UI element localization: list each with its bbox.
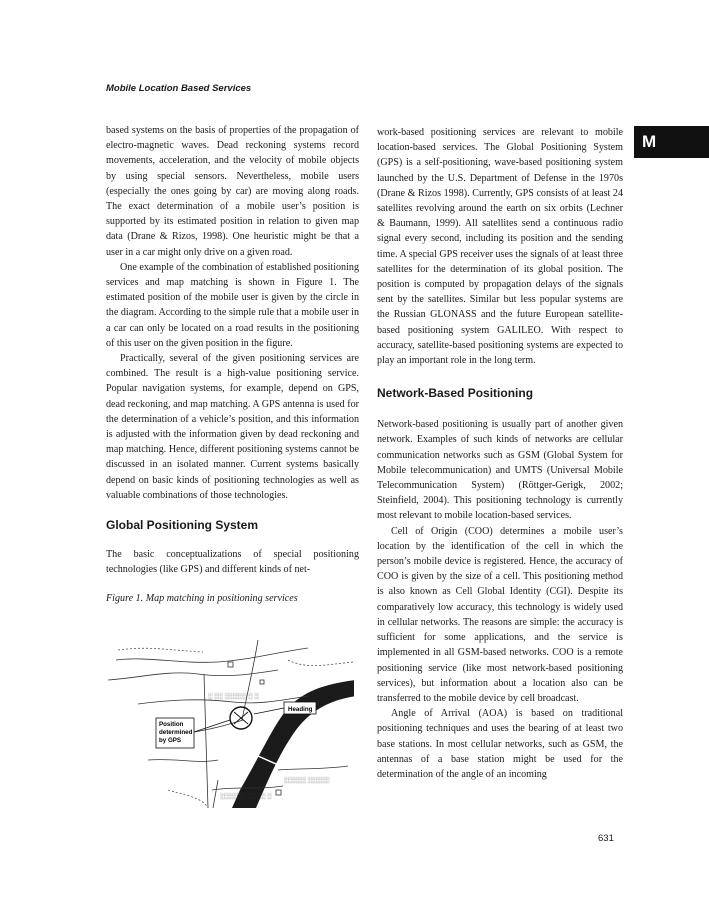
left-para-3: Practically, several of the given positioning services are combined. The result is a high-value positioning service. Popular navigation systems, for example, depend on GPS, dead reckoning, and map matching. A GPS antenna is used for the determination of a vehicle’s position, and this information is adjusted with the information given by dead reckoning and map matching. Hence, different positioning systems cannot be discussed in an isolated manner. Current systems basically depend on basic kinds of positioning technologies as well as valuable combinations of those technologies. [106, 353, 359, 501]
left-para-2: One example of the combination of established positioning services and map matching is shown in Figure 1. The estimated position of the mobile user is given by the circle in the diagram. According to the simple rule that a mobile user in a car can only be located on a road results in the positioning of this user on the given position in the figure. [106, 261, 359, 349]
map-matching-figure [108, 640, 354, 808]
map-place-label: ░░░░░ ░░░░░ [284, 777, 330, 784]
right-para-3: Cell of Origin (COO) determines a mobile user’s location by the identification of the cell in which the person’s mobile device is registered. Hence, the accuracy of COO is given by the size of a cell. This positioning method is also known as Cell Global Identity (CGI). Despite its comparatively low accuracy, this technology is widely used in cellular networks. The reasons are simple: the accuracy is sufficient for some applications, and the service is implemented in all GSM-based networks. COO is a remote positioning service (like most network-based positioning services), but information about a location also can be transferred to the mobile device by cell broadcast. [377, 525, 623, 704]
right-para-4: Angle of Arrival (AOA) is based on traditional positioning techniques and uses the bearing of at least two base stations. In most cellular networks, such as GSM, the antennas of a base station might be used for the determination of the angle of an incoming [377, 708, 623, 780]
right-para-2: Network-based positioning is usually part of another given network. Examples of such kinds of networks are cellular communication networks such as GSM (Global System for Mobile telecommunication) and UMTS (Universal Mobile Telecommunication System) (Röttger-Gerigk, 2002; Steinfield, 2004). This positioning technology is currently most relevant to mobile location-based services. [377, 419, 623, 522]
section-heading-gps: Global Positioning System [106, 518, 259, 533]
right-para-1: work-based positioning services are relevant to mobile location-based services. The Global Positioning System (GPS) is a self-positioning, wave-based positioning system launched by the U.S. Department of Defense in the 1970s (Drane & Rizos 1998). Currently, GPS consists of at least 24 satellites revolving around the earth on six orbits (Lechner & Baumann, 1999). All satellites send a continuous radio signal every second, including its position and the sending time. A special GPS receiver uses the signals of at least three satellites for the determination of its global position. The position is computed by propagation delays of the signals sent by the satellites. Similar but less popular systems are the Russian GLONASS and the future European satellite-based positioning system GALILEO. With respect to accuracy, satellite-based positioning systems are expected to play an important role in the long term. [377, 127, 623, 367]
page-number: 631 [598, 833, 614, 844]
left-column [106, 123, 359, 607]
map-building [276, 790, 281, 795]
map-building [228, 662, 233, 667]
position-label-line3: by GPS [159, 737, 182, 744]
map-place-label: ░ ░░ ░░░░░ ░ ░ [208, 693, 259, 700]
heading-label: Heading [288, 706, 313, 713]
section-tab: M [634, 126, 709, 158]
heading-pointer [254, 708, 284, 714]
position-label-line1: Position [159, 721, 184, 728]
figure-caption: Figure 1. Map matching in positioning services [106, 593, 298, 605]
left-para-4: The basic conceptualizations of special positioning technologies (like GPS) and different kinds of net- [106, 549, 359, 576]
right-column [377, 125, 623, 782]
position-label-line2: determined [159, 729, 193, 736]
map-building [260, 680, 264, 684]
left-para-1: based systems on the basis of properties of the propagation of electro-magnetic waves. Dead reckoning systems record movements, acceleration, and the velocity of mobile objects by using special sensors. Nevertheless, mobile users (especially the ones going by car) are moving along roads. The exact determination of a mobile user’s position is supported by its estimated position in relation to given map data (Drane & Rizos, 1998). One heuristic might be that a user in a car might only drive on a given road. [106, 125, 359, 258]
position-pointer [194, 720, 230, 732]
map-place-label: ░░░░░░ ░░░░ ░ [220, 793, 272, 800]
running-head: Mobile Location Based Services [106, 83, 252, 94]
section-heading-network: Network-Based Positioning [377, 386, 534, 401]
